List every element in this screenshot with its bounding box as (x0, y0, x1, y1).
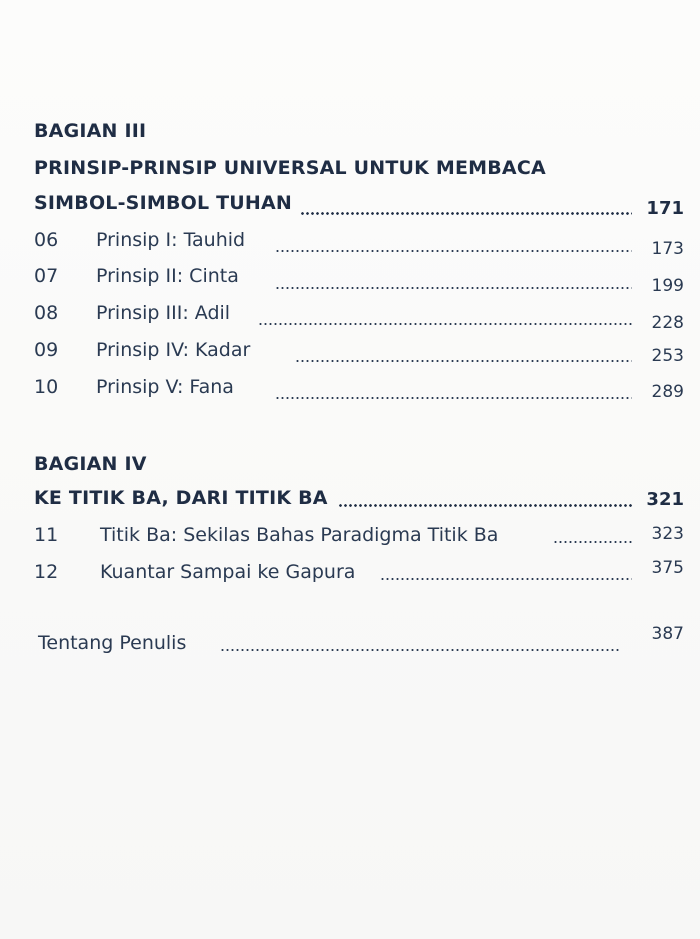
dot-leader (295, 360, 632, 362)
toc-entry-chapter-08[interactable] (0, 302, 700, 332)
chapter-number: 12 (34, 561, 59, 583)
toc-entry-chapter-09[interactable] (0, 339, 700, 369)
page-number: 173 (651, 239, 684, 259)
dot-leader (553, 541, 632, 543)
chapter-title: Prinsip I: Tauhid (96, 229, 246, 251)
dot-leader (258, 323, 632, 325)
page-number: 199 (651, 276, 684, 296)
toc-entry-chapter-06[interactable] (0, 229, 700, 259)
chapter-title: Kuantar Sampai ke Gapura (100, 561, 356, 583)
about-author-title: Tentang Penulis (38, 632, 187, 654)
page-number: 321 (646, 489, 684, 510)
dot-leader (220, 649, 620, 651)
page-number: 289 (651, 382, 684, 402)
chapter-number: 11 (34, 524, 59, 546)
chapter-title: Prinsip V: Fana (96, 376, 234, 398)
toc-entry-chapter-10[interactable] (0, 376, 700, 406)
section-title-line1: KE TITIK BA, DARI TITIK BA (34, 487, 328, 509)
chapter-number: 10 (34, 376, 59, 398)
chapter-title: Titik Ba: Sekilas Bahas Paradigma Titik Ba (100, 524, 499, 546)
toc-entry-section-iv[interactable] (0, 487, 700, 517)
page-number: 387 (651, 624, 684, 644)
page-number: 323 (651, 524, 684, 544)
dot-leader (275, 397, 632, 399)
page-number: 228 (651, 313, 684, 333)
chapter-title: Prinsip IV: Kadar (96, 339, 251, 361)
section-label-bagian-iv: BAGIAN IV (34, 453, 147, 475)
dot-leader (275, 250, 632, 252)
dot-leader (300, 212, 632, 215)
chapter-title: Prinsip II: Cinta (96, 265, 239, 287)
toc-entry-section-iii[interactable] (0, 192, 700, 222)
section-title-line2: SIMBOL-SIMBOL TUHAN (34, 192, 292, 214)
section-title-line1: PRINSIP-PRINSIP UNIVERSAL UNTUK MEMBACA (34, 157, 546, 179)
dot-leader (275, 287, 632, 289)
toc-entry-chapter-12[interactable] (0, 558, 700, 591)
page-number: 171 (646, 198, 684, 219)
toc-entry-about-author[interactable] (0, 624, 700, 662)
chapter-number: 08 (34, 302, 59, 324)
page-number: 375 (651, 558, 684, 578)
toc-entry-chapter-11[interactable] (0, 524, 700, 554)
page-number: 253 (651, 346, 684, 366)
section-label-bagian-iii: BAGIAN III (34, 120, 147, 142)
dot-leader (338, 504, 632, 507)
chapter-number: 07 (34, 265, 59, 287)
chapter-number: 06 (34, 229, 59, 251)
chapter-number: 09 (34, 339, 59, 361)
dot-leader (380, 578, 632, 580)
toc-entry-chapter-07[interactable] (0, 265, 700, 295)
chapter-title: Prinsip III: Adil (96, 302, 231, 324)
